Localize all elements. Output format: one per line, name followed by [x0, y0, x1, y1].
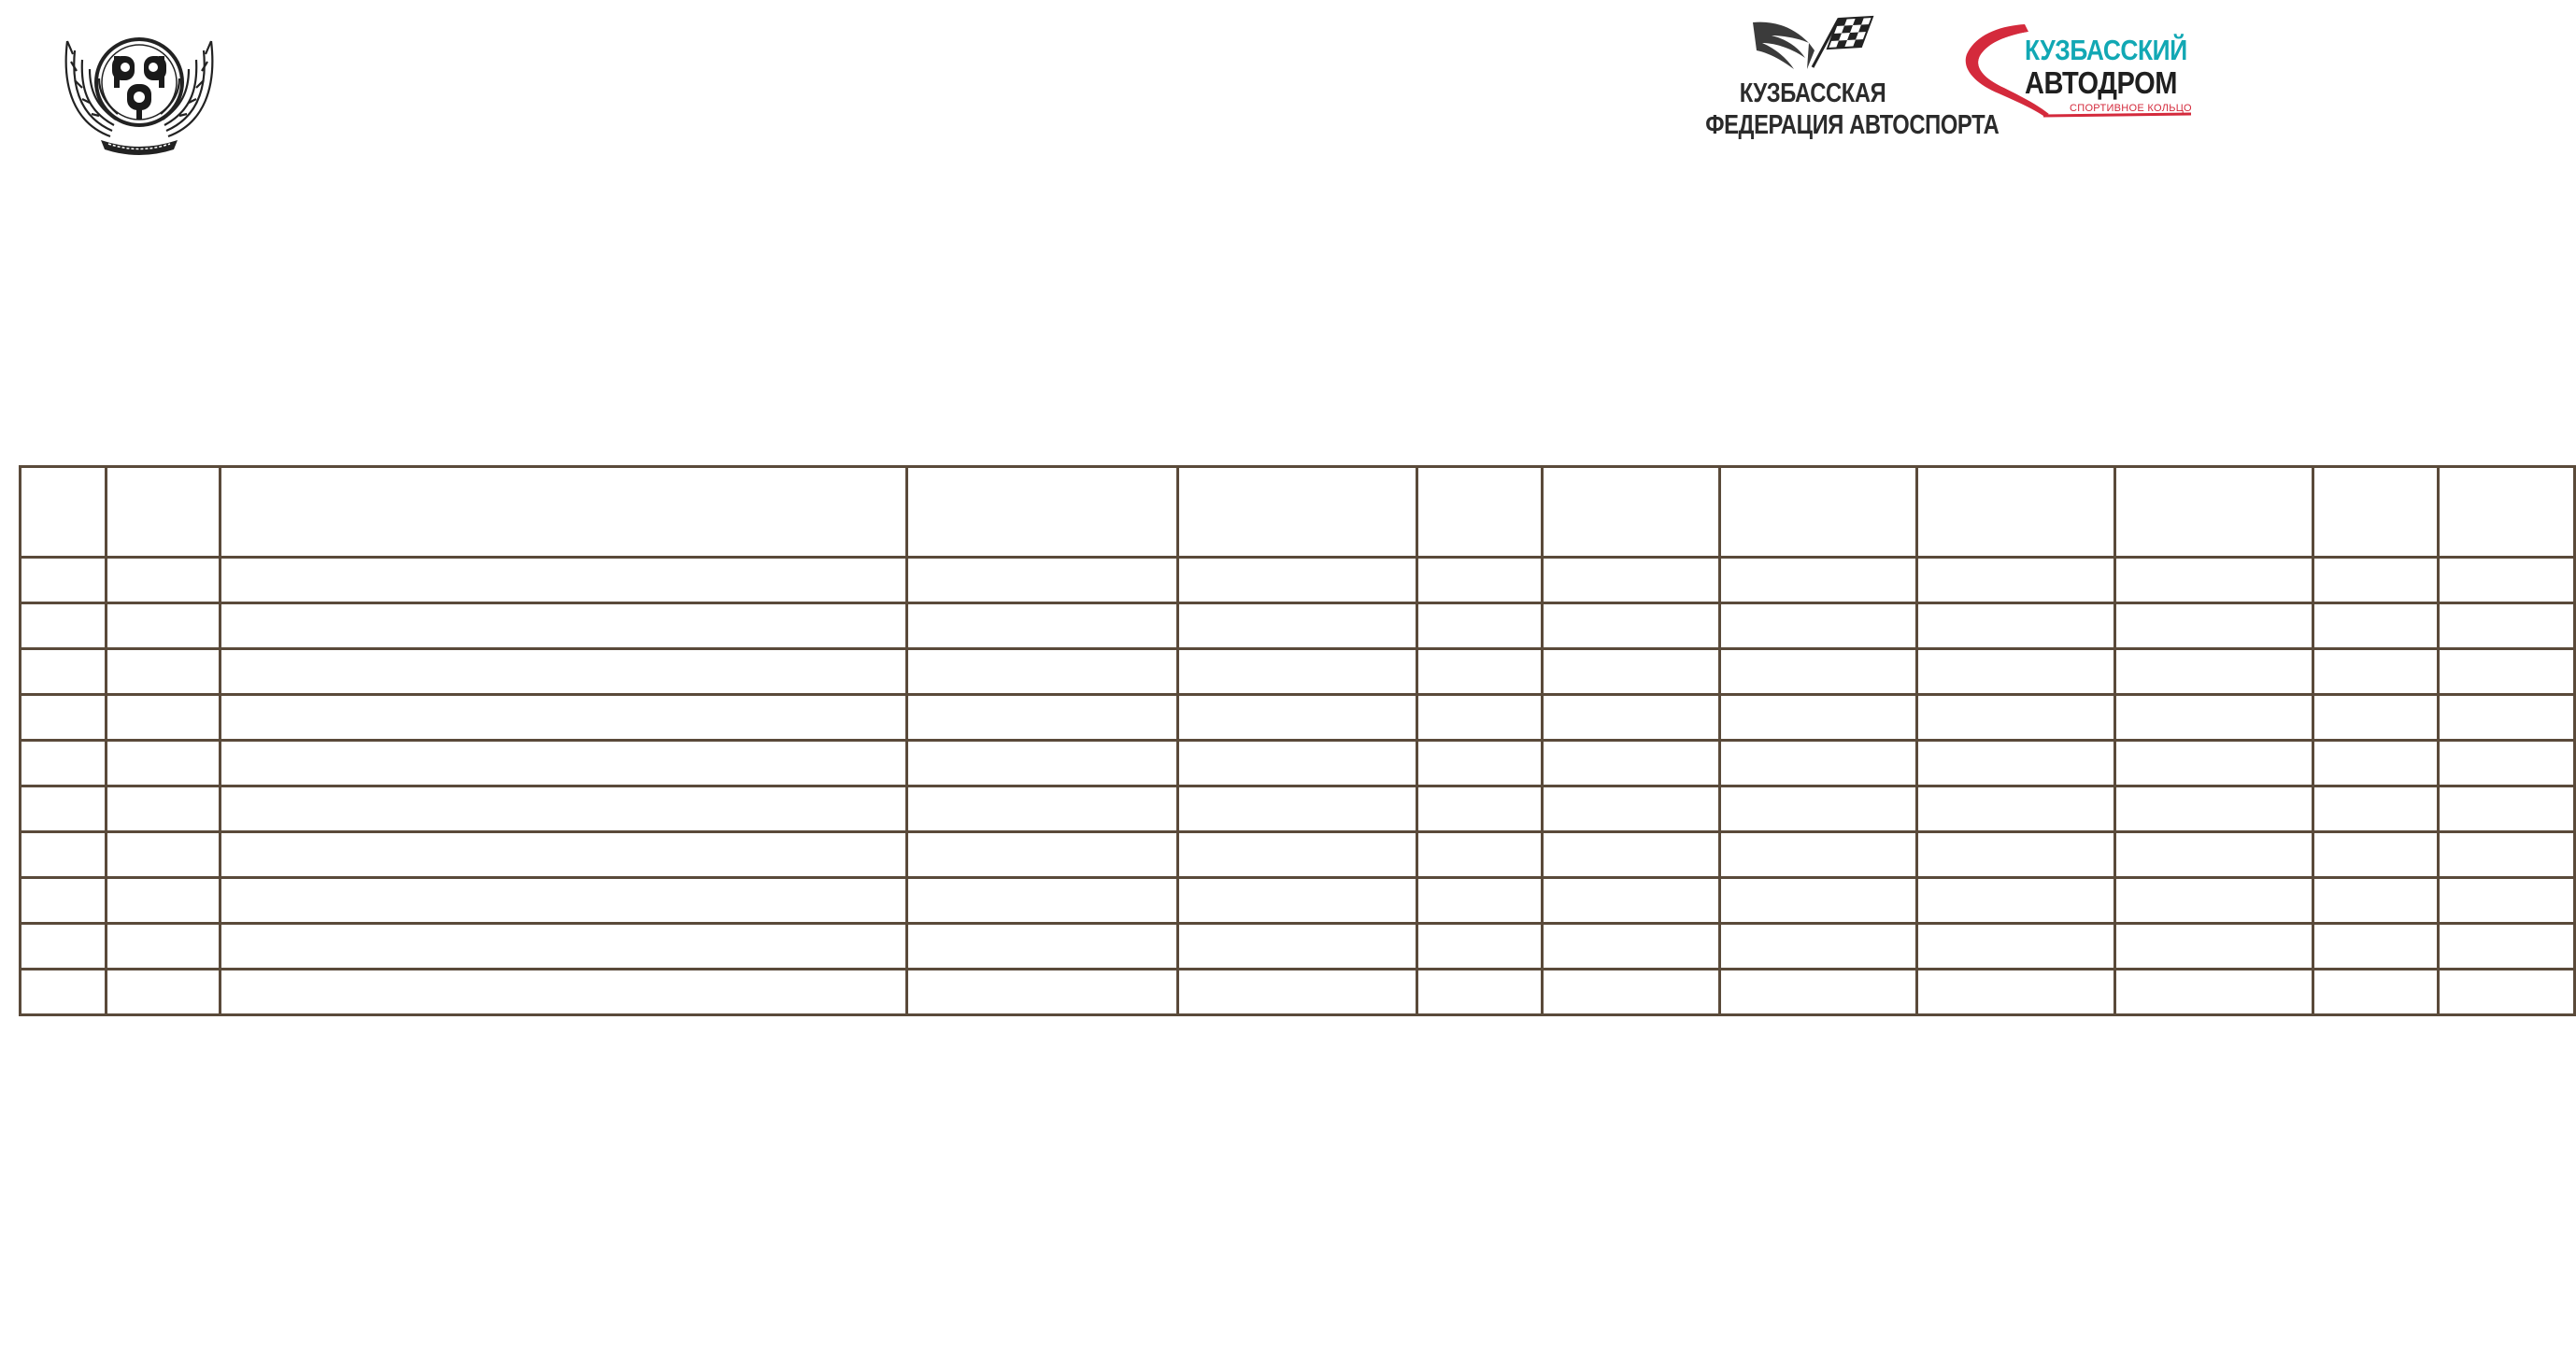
table-cell — [1542, 603, 1719, 649]
table-cell — [106, 649, 220, 695]
table-cell — [1719, 741, 1917, 786]
table-cell — [907, 878, 1178, 924]
table-cell — [1719, 786, 1917, 832]
table-cell — [220, 603, 906, 649]
table-header-cell — [1178, 467, 1417, 558]
table-row — [21, 558, 2575, 603]
table-cell — [2115, 649, 2313, 695]
table-row — [21, 741, 2575, 786]
table-cell — [907, 558, 1178, 603]
table-cell — [1178, 558, 1417, 603]
table-cell — [21, 741, 107, 786]
table-cell — [2313, 741, 2439, 786]
table-cell — [2439, 924, 2575, 970]
table-cell — [1719, 695, 1917, 741]
table-cell — [2115, 786, 2313, 832]
table-row — [21, 786, 2575, 832]
table-cell — [1178, 741, 1417, 786]
table-header-cell — [2115, 467, 2313, 558]
table-cell — [2313, 695, 2439, 741]
table-cell — [2439, 878, 2575, 924]
table-cell — [1917, 924, 2115, 970]
table-cell — [106, 924, 220, 970]
table-row — [21, 603, 2575, 649]
table-cell — [106, 695, 220, 741]
table-cell — [220, 878, 906, 924]
table-cell — [2439, 970, 2575, 1015]
table-cell — [2439, 649, 2575, 695]
table-cell — [1542, 924, 1719, 970]
table-cell — [106, 603, 220, 649]
table-cell — [1542, 695, 1719, 741]
table-cell — [106, 878, 220, 924]
table-cell — [1917, 878, 2115, 924]
table-cell — [907, 832, 1178, 878]
table-cell — [2439, 832, 2575, 878]
table-cell — [1416, 695, 1542, 741]
table-cell — [1178, 786, 1417, 832]
table-cell — [1719, 603, 1917, 649]
table-cell — [1416, 832, 1542, 878]
table-cell — [2115, 558, 2313, 603]
table-cell — [1917, 741, 2115, 786]
table-header-cell — [907, 467, 1178, 558]
table-cell — [220, 924, 906, 970]
table-cell — [1416, 741, 1542, 786]
table-cell — [1178, 832, 1417, 878]
table-cell — [1917, 695, 2115, 741]
table-cell — [1719, 832, 1917, 878]
kfa-line1: КУЗБАССКАЯ — [1739, 78, 1886, 108]
table-cell — [2313, 878, 2439, 924]
table-cell — [106, 786, 220, 832]
table-cell — [2115, 878, 2313, 924]
table-cell — [907, 603, 1178, 649]
table-cell — [1416, 786, 1542, 832]
ka-logo — [1957, 17, 2200, 127]
table-cell — [21, 649, 107, 695]
table-cell — [1917, 558, 2115, 603]
table-cell — [106, 558, 220, 603]
table-cell — [21, 786, 107, 832]
table-cell — [1917, 970, 2115, 1015]
table-cell — [1917, 786, 2115, 832]
table-cell — [2313, 603, 2439, 649]
ka-line3: СПОРТИВНОЕ КОЛЬЦО — [2070, 103, 2192, 114]
table-cell — [1178, 924, 1417, 970]
table-cell — [21, 832, 107, 878]
table-cell — [21, 878, 107, 924]
table-cell — [2115, 832, 2313, 878]
table-cell — [1416, 558, 1542, 603]
table-header-cell — [1542, 467, 1719, 558]
table-cell — [220, 649, 906, 695]
table-cell — [2439, 603, 2575, 649]
table-cell — [220, 695, 906, 741]
table-row — [21, 924, 2575, 970]
table-cell — [2313, 786, 2439, 832]
table-cell — [1416, 649, 1542, 695]
table-cell — [21, 924, 107, 970]
table-header-cell — [2313, 467, 2439, 558]
table-cell — [2439, 741, 2575, 786]
table-cell — [1178, 878, 1417, 924]
table-cell — [21, 558, 107, 603]
table-cell — [1719, 558, 1917, 603]
table-cell — [2313, 970, 2439, 1015]
ka-line2: АВТОДРОМ — [2025, 65, 2177, 100]
table-cell — [1178, 695, 1417, 741]
table-row — [21, 878, 2575, 924]
table-cell — [220, 970, 906, 1015]
table-header-cell — [2439, 467, 2575, 558]
table-cell — [1719, 970, 1917, 1015]
table-cell — [220, 558, 906, 603]
table-row — [21, 649, 2575, 695]
table-cell — [2115, 741, 2313, 786]
table-cell — [21, 603, 107, 649]
table-cell — [2439, 786, 2575, 832]
table-row — [21, 970, 2575, 1015]
table-cell — [2115, 924, 2313, 970]
table-cell — [907, 970, 1178, 1015]
table-cell — [1178, 649, 1417, 695]
table-cell — [907, 695, 1178, 741]
table-header-cell — [220, 467, 906, 558]
table-header-cell — [1917, 467, 2115, 558]
table-cell — [907, 741, 1178, 786]
table-cell — [106, 970, 220, 1015]
table-cell — [1719, 649, 1917, 695]
table-cell — [2313, 832, 2439, 878]
table-cell — [1719, 878, 1917, 924]
table-cell — [1416, 970, 1542, 1015]
table-header-cell — [1416, 467, 1542, 558]
raf-logo — [56, 13, 222, 159]
table-cell — [1542, 970, 1719, 1015]
table-cell — [1542, 878, 1719, 924]
checkered-wing-icon — [1682, 11, 1943, 78]
table-cell — [1719, 924, 1917, 970]
table-cell — [907, 649, 1178, 695]
table-cell — [1542, 558, 1719, 603]
table-cell — [220, 832, 906, 878]
table-cell — [2115, 970, 2313, 1015]
table-header-cell — [106, 467, 220, 558]
raf-emblem-icon — [56, 13, 222, 159]
table-cell — [1416, 878, 1542, 924]
table-cell — [2313, 558, 2439, 603]
table-header-row — [21, 467, 2575, 558]
table-header-cell — [21, 467, 107, 558]
table-cell — [1917, 649, 2115, 695]
table-cell — [2313, 924, 2439, 970]
table-cell — [2115, 695, 2313, 741]
table-cell — [2439, 695, 2575, 741]
table-cell — [1542, 786, 1719, 832]
table-cell — [220, 741, 906, 786]
table-cell — [1542, 832, 1719, 878]
table-row — [21, 695, 2575, 741]
table-cell — [21, 970, 107, 1015]
table-cell — [1917, 832, 2115, 878]
table-cell — [1917, 603, 2115, 649]
kfa-logo — [1682, 11, 2000, 140]
table-row — [21, 832, 2575, 878]
ka-line1: КУЗБАССКИЙ — [2025, 34, 2187, 66]
table-cell — [1416, 924, 1542, 970]
kfa-line2: ФЕДЕРАЦИЯ АВТОСПОРТА — [1705, 110, 2000, 140]
table-cell — [220, 786, 906, 832]
results-table — [19, 465, 2576, 1016]
table-cell — [2115, 603, 2313, 649]
table-cell — [907, 786, 1178, 832]
table-cell — [1542, 741, 1719, 786]
table-cell — [21, 695, 107, 741]
table-cell — [1178, 970, 1417, 1015]
table-cell — [1542, 649, 1719, 695]
table-cell — [1416, 603, 1542, 649]
table-cell — [907, 924, 1178, 970]
table-header-cell — [1719, 467, 1917, 558]
table-cell — [2313, 649, 2439, 695]
table-cell — [106, 832, 220, 878]
table-cell — [106, 741, 220, 786]
table-cell — [1178, 603, 1417, 649]
table-cell — [2439, 558, 2575, 603]
